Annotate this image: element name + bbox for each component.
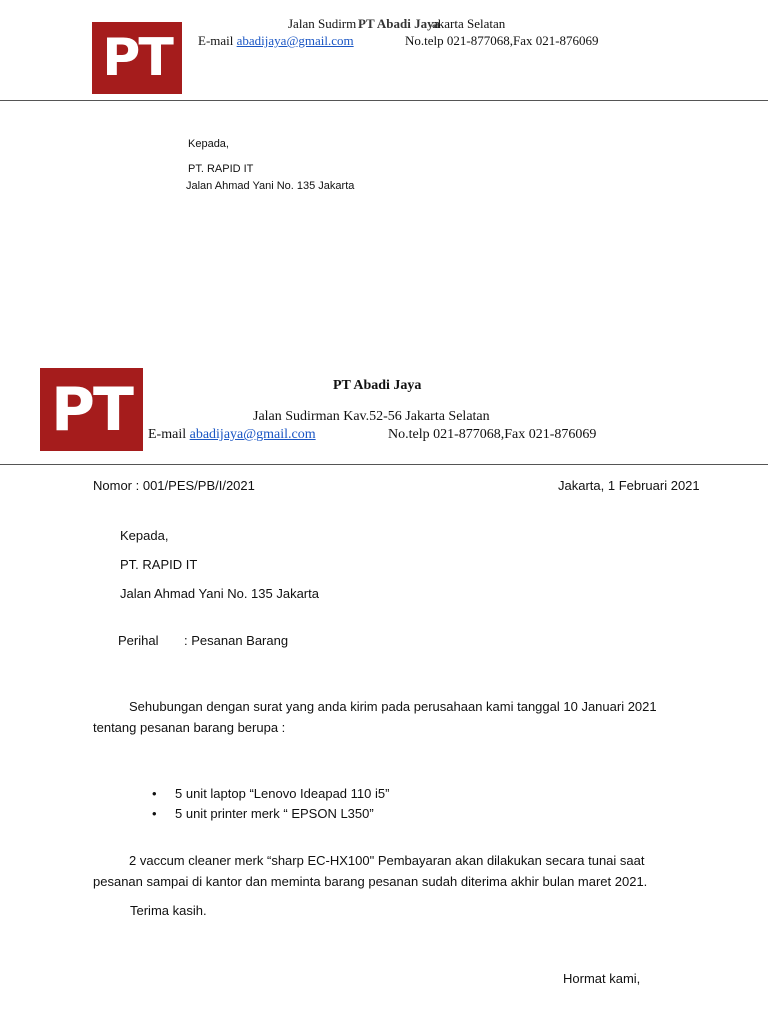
bullet-icon: • [152, 786, 157, 801]
letter-greeting: Kepada, [120, 528, 169, 543]
list-item: 5 unit laptop “Lenovo Ideapad 110 i5” [175, 786, 390, 801]
email-label: E-mail [198, 33, 234, 48]
paragraph-1-line-2: tentang pesanan barang berupa : [93, 720, 286, 735]
letter-number: Nomor : 001/PES/PB/I/2021 [93, 478, 255, 493]
closing-text: Hormat kami, [563, 971, 641, 986]
company-logo-2 [40, 368, 143, 451]
letter-date: Jakarta, 1 Februari 2021 [558, 478, 700, 493]
bullet-icon: • [152, 806, 157, 821]
header-email-line [198, 33, 354, 49]
email-link-2[interactable]: abadijaya@gmail.com [189, 427, 316, 442]
company-phone: No.telp 021-877068,Fax 021-876069 [388, 427, 597, 442]
recipient-greeting: Kepada, [188, 138, 229, 150]
paragraph-1-line-1: Sehubungan dengan surat yang anda kirim pada perusahaan kami tanggal 10 Januari 2021 [129, 699, 657, 714]
subject-label: Perihal [118, 633, 159, 648]
logo-text: PT [102, 28, 172, 88]
letterhead-divider [0, 464, 768, 465]
paragraph-2-line-2: pesanan sampai di kantor dan meminta barang pesanan sudah diterima akhir bulan maret 2021. [93, 874, 648, 889]
header-address-overlap: Jalan Sudirm [288, 16, 357, 31]
company-name: PT Abadi Jaya [333, 378, 422, 393]
list-item: 5 unit printer merk “ EPSON L350” [175, 806, 374, 821]
subject-value: : Pesanan Barang [184, 633, 289, 648]
header-address-tail: akarta Selatan [432, 16, 506, 31]
letter-recipient-company: PT. RAPID IT [120, 557, 198, 572]
header-divider [0, 100, 768, 101]
header-company-overlap: PT Abadi Jaya [358, 16, 441, 31]
recipient-address: Jalan Ahmad Yani No. 135 Jakarta [186, 180, 355, 192]
header-phone: No.telp 021-877068,Fax 021-876069 [405, 33, 599, 48]
company-email-line [148, 427, 316, 443]
company-logo [92, 22, 182, 94]
email-label-2: E-mail [148, 427, 187, 442]
email-link[interactable]: abadijaya@gmail.com [236, 33, 354, 48]
paragraph-2-line-1: 2 vaccum cleaner merk “sharp EC-HX100" Pembayaran akan dilakukan secara tunai saat [129, 853, 645, 868]
recipient-company: PT. RAPID IT [188, 163, 254, 175]
letter-recipient-address: Jalan Ahmad Yani No. 135 Jakarta [120, 586, 319, 601]
thanks-text: Terima kasih. [130, 903, 207, 918]
logo-text-2: PT [51, 374, 132, 445]
company-address: Jalan Sudirman Kav.52-56 Jakarta Selatan [253, 409, 490, 424]
